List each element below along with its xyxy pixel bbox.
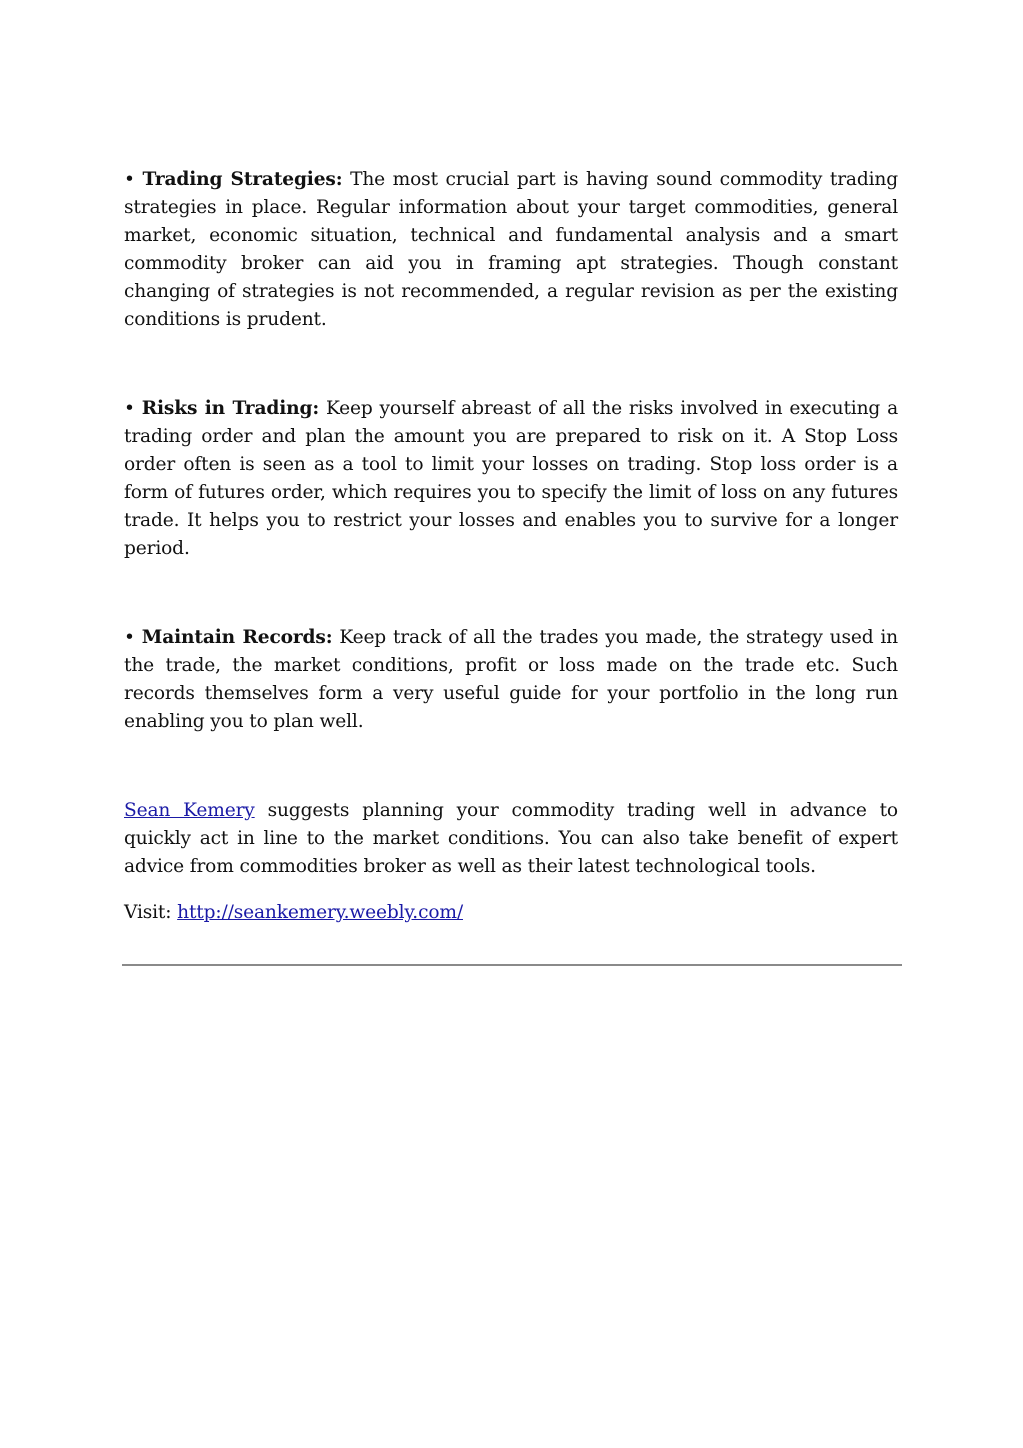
author-link[interactable]: Sean Kemery (124, 800, 255, 821)
section-risks-in-trading (124, 395, 898, 563)
spacer (124, 881, 898, 899)
visit-label: Visit: (124, 902, 172, 923)
bullet: • (124, 169, 135, 190)
section-heading: Trading Strategies: (142, 169, 343, 190)
website-link[interactable]: http://seankemery.weebly.com/ (177, 902, 463, 923)
closing-text: suggests planning your commodity trading well in advance to quickly act in line to the market conditions. You can also take benefit of expert advice from commodities broker as well as their latest technological tools. (124, 800, 898, 877)
section-heading: Maintain Records: (141, 627, 333, 648)
closing-paragraph (124, 797, 898, 881)
bullet: • (124, 627, 135, 648)
section-heading: Risks in Trading: (141, 398, 320, 419)
footer-divider (122, 964, 902, 966)
bullet: • (124, 398, 135, 419)
section-body: The most crucial part is having sound commodity trading strategies in place. Regular information about your target commodities, general market, economic situation, technical and fundamental analysis and a smart commodity broker can aid you in framing apt strategies. Though constant changing of strategies is not recommended, a regular revision as per the existing conditions is prudent. (124, 169, 898, 330)
section-trading-strategies (124, 166, 898, 334)
document-body (124, 166, 898, 927)
section-body: Keep yourself abreast of all the risks involved in executing a trading order and plan the amount you are prepared to risk on it. A Stop Loss order often is seen as a tool to limit your losses on trading. Stop loss order is a form of futures order, which requires you to specify the limit of loss on any futures trade. It helps you to restrict your losses and enables you to survive for a longer period. (124, 398, 898, 559)
spacer (124, 334, 898, 395)
visit-line (124, 899, 898, 927)
spacer (124, 736, 898, 797)
spacer (124, 563, 898, 624)
section-maintain-records (124, 624, 898, 736)
section-body: Keep track of all the trades you made, the strategy used in the trade, the market conditions, profit or loss made on the trade etc. Such records themselves form a very useful guide for your portfolio in the long run enabling you to plan well. (124, 627, 899, 732)
